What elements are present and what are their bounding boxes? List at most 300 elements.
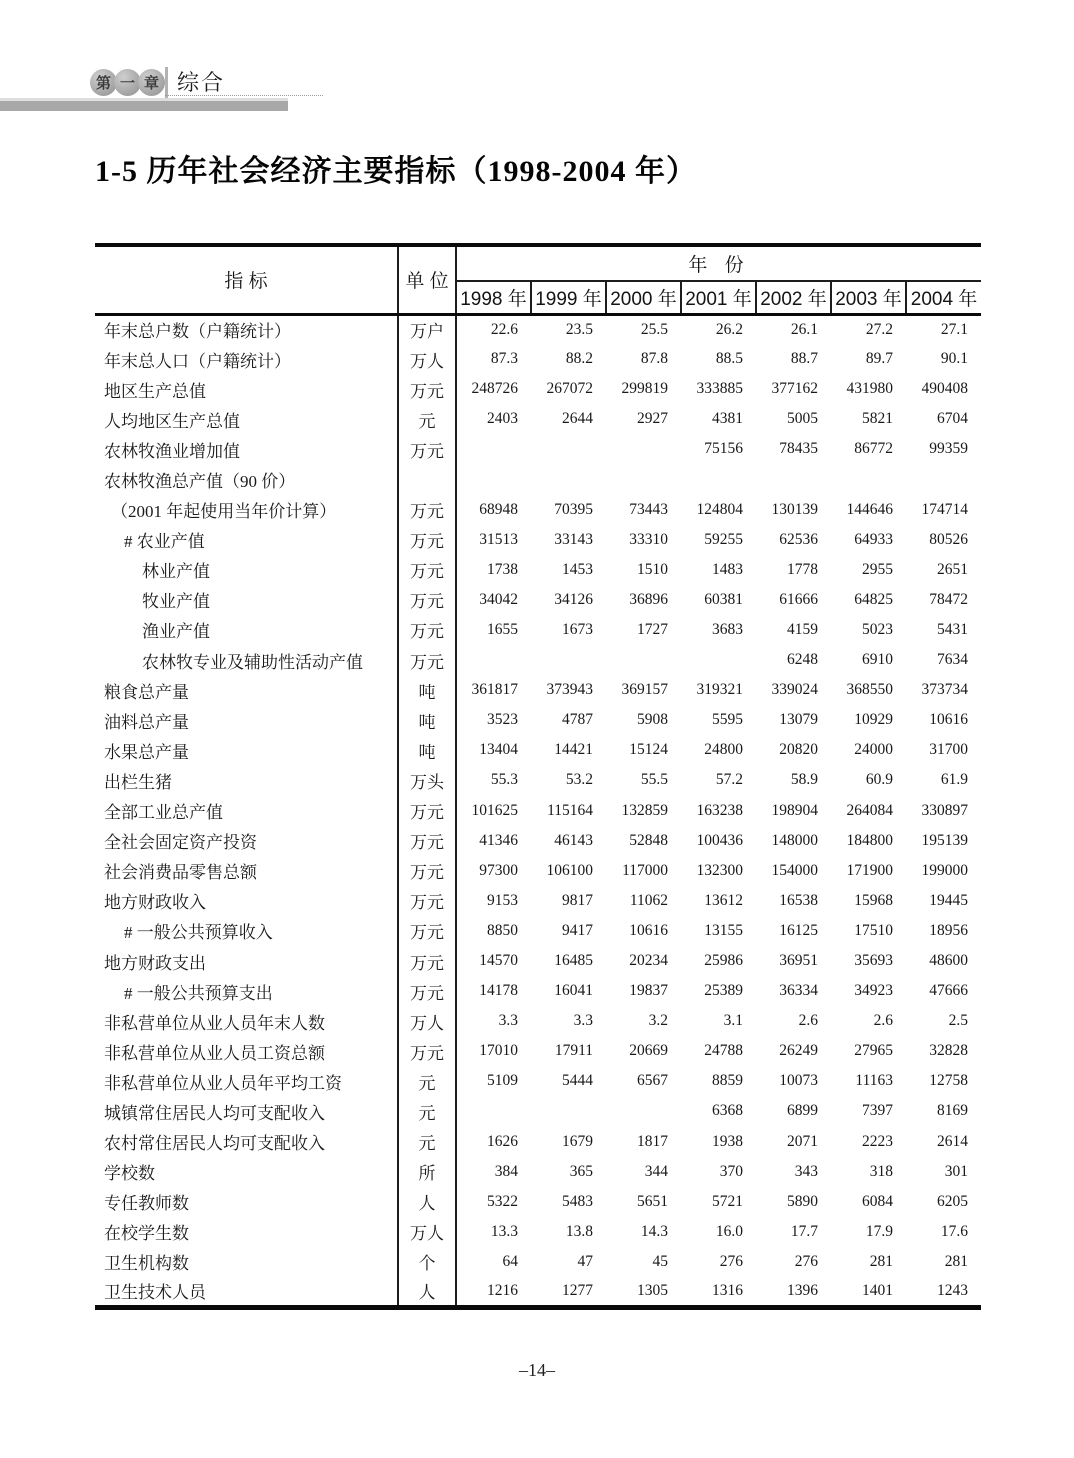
value-cell: 16041: [554, 982, 593, 1000]
year-column-header: 1999 年: [531, 281, 606, 314]
unit-cell: 万元: [398, 615, 456, 645]
value-cell: [681, 464, 756, 494]
unit-cell: 万人: [398, 1217, 456, 1247]
table-row: [95, 1187, 981, 1217]
unit-cell: 万元: [398, 495, 456, 525]
unit-cell: 元: [398, 1066, 456, 1096]
value-cell: 5908: [637, 711, 668, 729]
unit-cell: 万元: [398, 856, 456, 886]
value-cell: 2.5: [948, 1012, 969, 1030]
value-cell: 10616: [929, 711, 969, 729]
value-cell: 80526: [929, 530, 969, 548]
value-cell: 34923: [854, 982, 893, 1000]
value-cell: 31700: [929, 741, 969, 759]
value-cell: 16538: [779, 891, 818, 909]
indicator-label: 农村常住居民人均可支配收入: [95, 1127, 398, 1157]
value-cell: 2927: [637, 410, 668, 428]
value-cell: [606, 434, 681, 464]
value-cell: 5890: [787, 1192, 818, 1210]
value-cell: [681, 645, 756, 675]
value-cell: 26249: [779, 1042, 818, 1060]
unit-cell: 万元: [398, 585, 456, 615]
unit-cell: 万头: [398, 765, 456, 795]
value-cell: 130139: [771, 500, 818, 518]
value-cell: 1655: [487, 620, 518, 638]
value-cell: 13.3: [490, 1222, 518, 1240]
value-cell: [756, 464, 831, 494]
value-cell: 14570: [479, 952, 518, 970]
value-cell: 86772: [854, 440, 893, 458]
value-cell: 365: [569, 1162, 593, 1180]
value-cell: 27965: [854, 1042, 893, 1060]
table-row: [95, 404, 981, 434]
value-cell: 88.2: [565, 350, 593, 368]
table-row: [95, 916, 981, 946]
value-cell: 34126: [554, 590, 593, 608]
indicator-label: 地方财政支出: [95, 946, 398, 976]
table-row: [95, 645, 981, 675]
value-cell: 1817: [637, 1132, 668, 1150]
unit-cell: 元: [398, 404, 456, 434]
unit-cell: 吨: [398, 705, 456, 735]
indicator-label: 水果总产量: [95, 735, 398, 765]
value-cell: 73443: [629, 500, 668, 518]
indicator-label: 卫生机构数: [95, 1247, 398, 1277]
value-cell: 301: [944, 1162, 969, 1180]
value-cell: 15124: [629, 741, 668, 759]
indicator-label: 林业产值: [95, 555, 398, 585]
unit-cell: 万元: [398, 1036, 456, 1066]
value-cell: 23.5: [565, 320, 593, 338]
value-cell: 10616: [629, 921, 668, 939]
value-cell: 1673: [562, 620, 593, 638]
value-cell: 2644: [562, 410, 593, 428]
value-cell: 90.1: [940, 350, 969, 368]
value-cell: 2651: [937, 560, 969, 578]
value-cell: 26.2: [715, 320, 743, 338]
value-cell: 7397: [862, 1102, 893, 1120]
value-cell: 384: [494, 1162, 518, 1180]
value-cell: [456, 464, 531, 494]
indicator-label: 农林牧渔总产值（90 价）: [95, 464, 398, 494]
value-cell: 3.3: [573, 1012, 593, 1030]
table-row: [95, 1096, 981, 1126]
value-cell: [456, 1096, 531, 1126]
value-cell: 64825: [854, 590, 893, 608]
value-cell: 2223: [862, 1132, 893, 1150]
value-cell: 78472: [929, 590, 969, 608]
table-row: [95, 344, 981, 374]
value-cell: 5651: [637, 1192, 668, 1210]
indicator-label: 年末总人口（户籍统计）: [95, 344, 398, 374]
value-cell: 32828: [929, 1042, 969, 1060]
value-cell: 16.0: [715, 1222, 743, 1240]
indicator-label: 全部工业总产值: [95, 796, 398, 826]
value-cell: 52848: [629, 831, 668, 849]
value-cell: 87.3: [490, 350, 518, 368]
value-cell: 361817: [471, 681, 518, 699]
value-cell: [456, 434, 531, 464]
value-cell: 25986: [704, 952, 743, 970]
value-cell: 33143: [554, 530, 593, 548]
chapter-badge-char-2: 一: [114, 69, 141, 96]
value-cell: [606, 645, 681, 675]
value-cell: 62536: [779, 530, 818, 548]
unit-cell: 万元: [398, 796, 456, 826]
indicator-label: （2001 年起使用当年价计算）: [95, 495, 398, 525]
unit-cell: 万元: [398, 434, 456, 464]
value-cell: 115164: [547, 801, 593, 819]
group-header-row: [95, 245, 981, 281]
value-cell: 6248: [787, 651, 818, 669]
value-cell: 368550: [846, 681, 893, 699]
table-row: [95, 1157, 981, 1187]
value-cell: 8850: [487, 921, 518, 939]
indicator-label: # 一般公共预算支出: [95, 976, 398, 1006]
table-row: [95, 615, 981, 645]
value-cell: 17.9: [865, 1222, 893, 1240]
value-cell: 47: [577, 1252, 593, 1270]
table-row: [95, 705, 981, 735]
value-cell: 7634: [937, 651, 969, 669]
value-cell: 6205: [937, 1192, 969, 1210]
value-cell: 99359: [929, 440, 969, 458]
value-cell: 13079: [779, 711, 818, 729]
value-cell: 20669: [629, 1042, 668, 1060]
value-cell: 17911: [554, 1042, 593, 1060]
value-cell: 199000: [921, 861, 969, 879]
unit-cell: 万人: [398, 344, 456, 374]
table-wrap: [95, 243, 981, 1310]
value-cell: 163238: [696, 801, 743, 819]
value-cell: 101625: [471, 801, 518, 819]
value-cell: 27.1: [940, 320, 969, 338]
value-cell: 48600: [929, 952, 969, 970]
value-cell: 6368: [712, 1102, 743, 1120]
year-column-header: 2004 年: [906, 281, 981, 314]
value-cell: [531, 464, 606, 494]
value-cell: 276: [794, 1252, 818, 1270]
value-cell: 46143: [554, 831, 593, 849]
unit-cell: 个: [398, 1247, 456, 1277]
chapter-badge-char-1: 第: [90, 69, 117, 96]
unit-cell: 万元: [398, 525, 456, 555]
unit-cell: 人: [398, 1277, 456, 1307]
value-cell: 2071: [787, 1132, 818, 1150]
value-cell: 9417: [562, 921, 593, 939]
indicator-label: 非私营单位从业人员年末人数: [95, 1006, 398, 1036]
value-cell: 132859: [621, 801, 668, 819]
value-cell: 24800: [704, 741, 743, 759]
value-cell: 2403: [487, 410, 518, 428]
value-cell: 9153: [487, 891, 518, 909]
table-row: [95, 314, 981, 344]
table-row: [95, 495, 981, 525]
value-cell: 12758: [929, 1072, 969, 1090]
value-cell: 87.8: [640, 350, 668, 368]
value-cell: 13404: [479, 741, 518, 759]
unit-column-header: 单 位: [398, 245, 456, 314]
table-row: [95, 1066, 981, 1096]
value-cell: [456, 645, 531, 675]
value-cell: 195139: [921, 831, 969, 849]
year-column-header: 2002 年: [756, 281, 831, 314]
value-cell: 11163: [855, 1072, 893, 1090]
value-cell: 60.9: [865, 771, 893, 789]
value-cell: 8169: [937, 1102, 969, 1120]
value-cell: 55.5: [640, 771, 668, 789]
value-cell: 5005: [787, 410, 818, 428]
value-cell: 117000: [622, 861, 668, 879]
value-cell: 330897: [921, 801, 969, 819]
value-cell: 344: [644, 1162, 668, 1180]
value-cell: 1483: [712, 560, 743, 578]
value-cell: [531, 645, 606, 675]
value-cell: 369157: [621, 681, 668, 699]
value-cell: 55.3: [490, 771, 518, 789]
value-cell: 377162: [771, 380, 818, 398]
indicator-label: 粮食总产量: [95, 675, 398, 705]
value-cell: 68948: [479, 500, 518, 518]
value-cell: 1778: [787, 560, 818, 578]
value-cell: 35693: [854, 952, 893, 970]
value-cell: 17510: [854, 921, 893, 939]
value-cell: 1727: [637, 620, 668, 638]
value-cell: 148000: [771, 831, 818, 849]
unit-cell: 万元: [398, 946, 456, 976]
value-cell: 3.2: [648, 1012, 668, 1030]
value-cell: 281: [869, 1252, 893, 1270]
table-row: [95, 1277, 981, 1307]
indicator-label: 非私营单位从业人员年平均工资: [95, 1066, 398, 1096]
value-cell: 20234: [629, 952, 668, 970]
value-cell: 16125: [779, 921, 818, 939]
value-cell: 34042: [479, 590, 518, 608]
value-cell: [531, 1096, 606, 1126]
value-cell: 8859: [712, 1072, 743, 1090]
year-column-header: 2003 年: [831, 281, 906, 314]
value-cell: 17.7: [790, 1222, 818, 1240]
indicator-label: 非私营单位从业人员工资总额: [95, 1036, 398, 1066]
value-cell: 26.1: [790, 320, 818, 338]
value-cell: 6910: [862, 651, 893, 669]
value-cell: 9817: [562, 891, 593, 909]
page-title: 1-5 历年社会经济主要指标（1998-2004 年）: [95, 155, 697, 188]
value-cell: 319321: [696, 681, 743, 699]
indicator-label: 年末总户数（户籍统计）: [95, 314, 398, 344]
value-cell: 198904: [771, 801, 818, 819]
table-body: [95, 314, 981, 1307]
value-cell: 343: [794, 1162, 818, 1180]
value-cell: 2614: [937, 1132, 969, 1150]
value-cell: 36896: [629, 590, 668, 608]
unit-cell: 元: [398, 1127, 456, 1157]
value-cell: 70395: [554, 500, 593, 518]
value-cell: 5595: [712, 711, 743, 729]
value-cell: 53.2: [565, 771, 593, 789]
value-cell: 61.9: [940, 771, 969, 789]
value-cell: 132300: [696, 861, 743, 879]
table-row: [95, 464, 981, 494]
value-cell: 5444: [562, 1072, 593, 1090]
value-cell: 281: [944, 1252, 969, 1270]
value-cell: 45: [652, 1252, 668, 1270]
unit-cell: 吨: [398, 675, 456, 705]
value-cell: 4381: [712, 410, 743, 428]
value-cell: 89.7: [865, 350, 893, 368]
year-column-header: 1998 年: [456, 281, 531, 314]
value-cell: 17.6: [940, 1222, 969, 1240]
value-cell: 13155: [704, 921, 743, 939]
value-cell: 6084: [862, 1192, 893, 1210]
value-cell: 33310: [629, 530, 668, 548]
value-cell: 24000: [854, 741, 893, 759]
value-cell: 339024: [771, 681, 818, 699]
value-cell: 36951: [779, 952, 818, 970]
table-row: [95, 1217, 981, 1247]
table-row: [95, 765, 981, 795]
value-cell: 3.1: [723, 1012, 743, 1030]
value-cell: 124804: [696, 500, 743, 518]
chapter-header-bar: [0, 98, 288, 111]
chapter-badge-char-3: 章: [138, 69, 165, 96]
value-cell: 267072: [546, 380, 593, 398]
table-row: [95, 735, 981, 765]
value-cell: 370: [719, 1162, 743, 1180]
value-cell: 1305: [637, 1281, 668, 1299]
value-cell: 20820: [779, 741, 818, 759]
value-cell: 144646: [846, 500, 893, 518]
indicator-label: 人均地区生产总值: [95, 404, 398, 434]
indicator-label: 全社会固定资产投资: [95, 826, 398, 856]
table-row: [95, 374, 981, 404]
table-row: [95, 585, 981, 615]
year-group-header: 年 份: [456, 245, 981, 281]
table-row: [95, 1006, 981, 1036]
unit-cell: 万元: [398, 374, 456, 404]
value-cell: 6567: [637, 1072, 668, 1090]
unit-cell: 万元: [398, 886, 456, 916]
value-cell: 10929: [854, 711, 893, 729]
value-cell: 100436: [696, 831, 743, 849]
value-cell: 2.6: [873, 1012, 893, 1030]
indicator-label: 渔业产值: [95, 615, 398, 645]
indicator-label: 农林牧专业及辅助性活动产值: [95, 645, 398, 675]
value-cell: 1401: [862, 1281, 893, 1299]
indicator-label: 城镇常住居民人均可支配收入: [95, 1096, 398, 1126]
indicator-label: 专任教师数: [95, 1187, 398, 1217]
value-cell: 4787: [562, 711, 593, 729]
value-cell: 13.8: [565, 1222, 593, 1240]
value-cell: 16485: [554, 952, 593, 970]
unit-cell: 万元: [398, 645, 456, 675]
value-cell: 373943: [546, 681, 593, 699]
table-row: [95, 826, 981, 856]
value-cell: [831, 464, 906, 494]
value-cell: 154000: [771, 861, 818, 879]
table-row: [95, 1036, 981, 1066]
table-row: [95, 555, 981, 585]
value-cell: 60381: [704, 590, 743, 608]
table-row: [95, 976, 981, 1006]
value-cell: 97300: [479, 861, 518, 879]
value-cell: 13612: [704, 891, 743, 909]
value-cell: 41346: [479, 831, 518, 849]
table-row: [95, 856, 981, 886]
value-cell: 1626: [487, 1132, 518, 1150]
value-cell: 264084: [846, 801, 893, 819]
value-cell: 11062: [629, 891, 668, 909]
unit-cell: 万元: [398, 826, 456, 856]
indicator-label: 社会消费品零售总额: [95, 856, 398, 886]
value-cell: 184800: [846, 831, 893, 849]
page-number: –14–: [519, 1360, 555, 1380]
value-cell: 1738: [487, 560, 518, 578]
value-cell: 171900: [846, 861, 893, 879]
value-cell: 2.6: [798, 1012, 818, 1030]
value-cell: 17010: [479, 1042, 518, 1060]
value-cell: 5109: [487, 1072, 518, 1090]
value-cell: [606, 1096, 681, 1126]
table-row: [95, 525, 981, 555]
unit-cell: 万户: [398, 314, 456, 344]
value-cell: 3523: [487, 711, 518, 729]
value-cell: 75156: [704, 440, 743, 458]
table-row: [95, 1247, 981, 1277]
unit-cell: 万人: [398, 1006, 456, 1036]
indicator-label: 牧业产值: [95, 585, 398, 615]
value-cell: 1396: [787, 1281, 818, 1299]
value-cell: 22.6: [490, 320, 518, 338]
table-row: [95, 675, 981, 705]
value-cell: 1243: [937, 1281, 969, 1299]
unit-cell: [398, 464, 456, 494]
value-cell: 19445: [929, 891, 969, 909]
indicator-label: 出栏生猪: [95, 765, 398, 795]
value-cell: [906, 464, 981, 494]
table-row: [95, 1127, 981, 1157]
value-cell: 174714: [921, 500, 969, 518]
value-cell: 64: [502, 1252, 518, 1270]
value-cell: 333885: [696, 380, 743, 398]
value-cell: 1679: [562, 1132, 593, 1150]
indicators-table: [95, 243, 981, 1310]
value-cell: 1453: [562, 560, 593, 578]
unit-cell: 万元: [398, 976, 456, 1006]
value-cell: 3.3: [498, 1012, 518, 1030]
value-cell: 15968: [854, 891, 893, 909]
indicator-label: # 一般公共预算收入: [95, 916, 398, 946]
value-cell: 47666: [929, 982, 969, 1000]
value-cell: 1510: [637, 560, 668, 578]
value-cell: 64933: [854, 530, 893, 548]
value-cell: 6704: [937, 410, 969, 428]
value-cell: 10073: [779, 1072, 818, 1090]
value-cell: 1316: [712, 1281, 743, 1299]
value-cell: 373734: [921, 681, 969, 699]
year-column-header: 2001 年: [681, 281, 756, 314]
value-cell: 19837: [629, 982, 668, 1000]
value-cell: 3683: [712, 620, 743, 638]
indicator-label: 油料总产量: [95, 705, 398, 735]
value-cell: [606, 464, 681, 494]
value-cell: 6899: [787, 1102, 818, 1120]
value-cell: 318: [869, 1162, 893, 1180]
table-row: [95, 434, 981, 464]
value-cell: 59255: [704, 530, 743, 548]
unit-cell: 人: [398, 1187, 456, 1217]
value-cell: 61666: [779, 590, 818, 608]
